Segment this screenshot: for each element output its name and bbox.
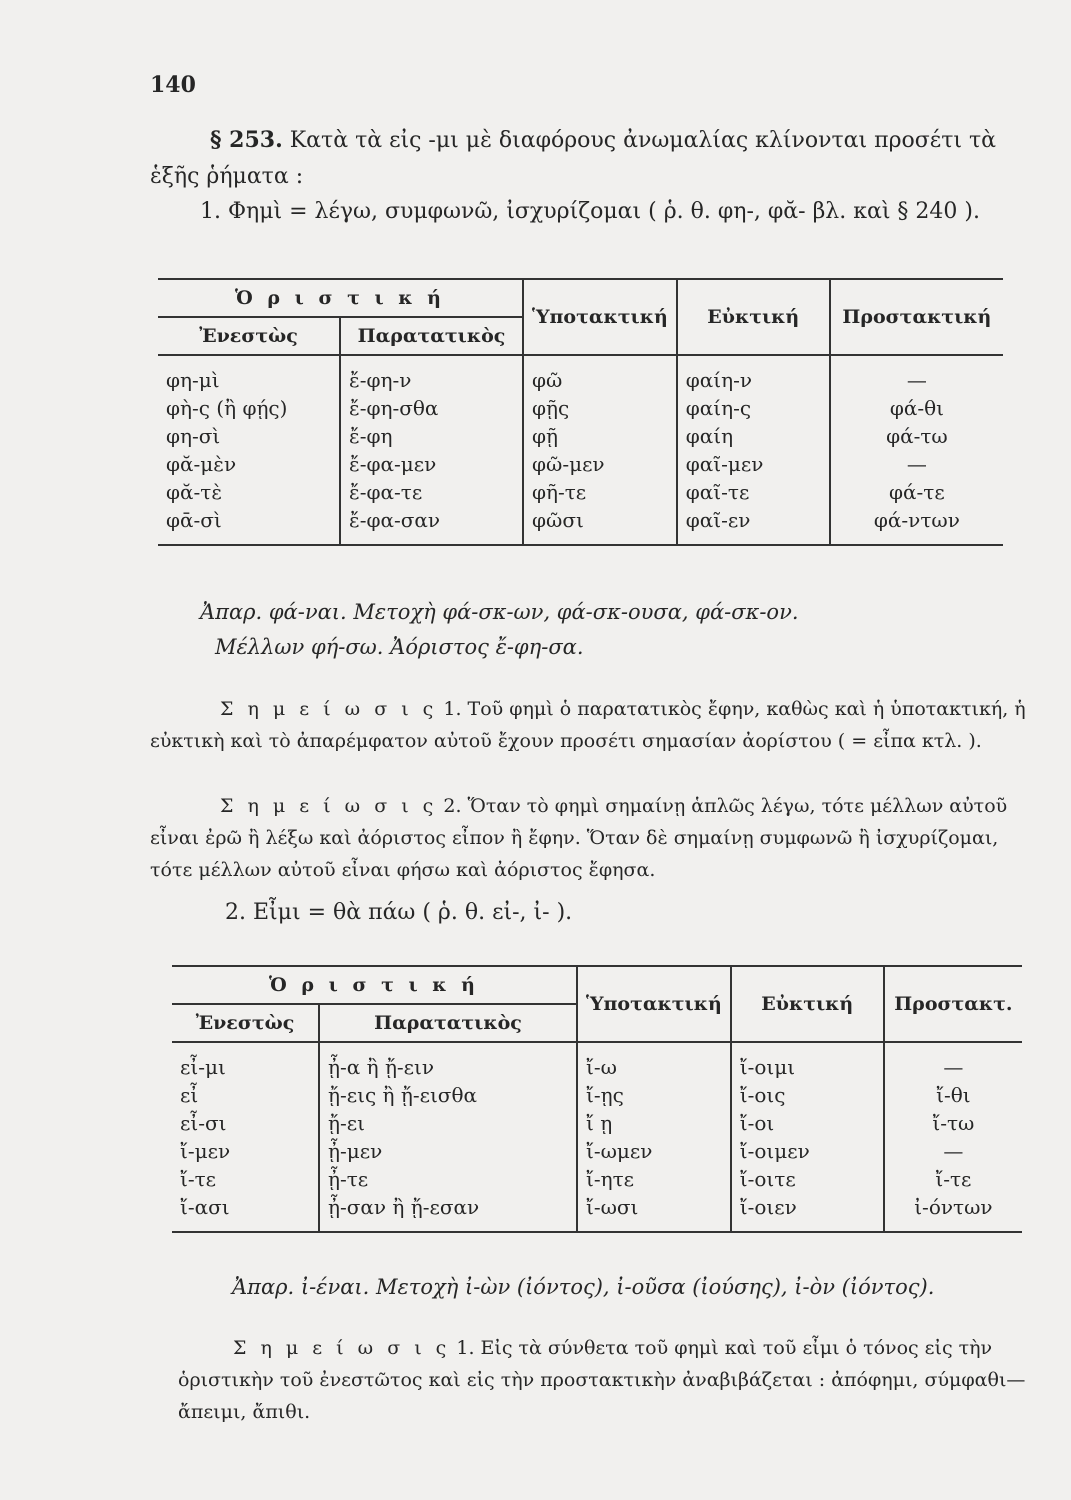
- table1-col-imperative: — φά-θι φά-τω — φά-τε φά-ντων: [830, 355, 1003, 545]
- table1-col-present: φη-μὶ φὴ-ς (ἢ φῄς) φη-σὶ φᾰ-μὲν φᾰ-τὲ φᾱ-σὶ: [158, 355, 340, 545]
- table1-col-imperfect: ἔ-φη-ν ἔ-φη-σθα ἔ-φη ἔ-φα-μεν ἔ-φα-τε ἔ-φα-σαν: [340, 355, 523, 545]
- conjugation-table-phemi: [158, 278, 1003, 546]
- table2-col-subjunctive: ἴ-ω ἴ-ῃς ἴ ῃ ἴ-ωμεν ἴ-ητε ἴ-ωσι: [577, 1042, 731, 1232]
- table1-header-subjunctive: Ὑποτακτική: [523, 279, 677, 355]
- table2-col-present: εἶ-μι εἶ εἶ-σι ἴ-μεν ἴ-τε ἴ-ασι: [172, 1042, 319, 1232]
- note2-label: Σ η μ ε ί ω σ ι ς: [220, 795, 438, 817]
- table-row: [158, 355, 1003, 545]
- note3-text: 1. Εἰς τὰ σύνθετα τοῦ φημὶ καὶ τοῦ εἶμι ὁ τόνος εἰς τὴν ὁριστικὴν τοῦ ἐνεστῶτος καὶ εἰς τὴν προστακτικὴν ἀναβιβάζεται : ἀπόφημι, σύμφαθι—ἄπειμι, ἄπιθι.: [178, 1337, 1026, 1423]
- table1-header-optative: Εὐκτική: [677, 279, 830, 355]
- note3-paragraph: [178, 1332, 1038, 1428]
- table2-col-imperative: — ἴ-θι ἴ-τω — ἴ-τε ἰ-όντων: [884, 1042, 1022, 1232]
- section-marker: § 253.: [210, 127, 283, 153]
- table2-header-imperative: Προστακτ.: [884, 966, 1022, 1042]
- note1-label: Σ η μ ε ί ω σ ι ς: [220, 698, 438, 720]
- forms1-line1: Ἀπαρ. φά-ναι. Μετοχὴ φά-σκ-ων, φά-σκ-ουσα, φά-σκ-ον.: [200, 600, 799, 624]
- table2-col-optative: ἴ-οιμι ἴ-οις ἴ-οι ἴ-οιμεν ἴ-οιτε ἴ-οιεν: [731, 1042, 884, 1232]
- table-row: [172, 1042, 1022, 1232]
- table1-header-imperfect: Παρατατικὸς: [340, 317, 523, 355]
- table2-col-imperfect: ᾖ-α ἢ ᾔ-ειν ᾔ-εις ἢ ᾔ-εισθα ᾔ-ει ᾖ-μεν ᾖ-τε ᾖ-σαν ἢ ᾔ-εσαν: [319, 1042, 577, 1232]
- note3-label: Σ η μ ε ί ω σ ι ς: [233, 1337, 451, 1359]
- note1-text: 1. Τοῦ φημὶ ὁ παρατατικὸς ἔφην, καθὼς καὶ ἡ ὑποτακτική, ἡ εὐκτικὴ καὶ τὸ ἀπαρέμφατον αὐτοῦ ἔχουν προσέτι σημασίαν ἀορίστου ( = εἶπα κτλ. ).: [150, 698, 1026, 752]
- forms2-line1: Ἀπαρ. ἰ-έναι. Μετοχὴ ἰ-ὼν (ἰόντος), ἰ-οῦσα (ἰούσης), ἰ-ὸν (ἰόντος).: [232, 1275, 935, 1299]
- forms1-line2: Μέλλων φή-σω. Ἀόριστος ἔ-φη-σα.: [215, 635, 584, 659]
- note1-paragraph: [150, 693, 1030, 757]
- table2-header-present: Ἐνεστὼς: [172, 1004, 319, 1042]
- section-paragraph: [150, 122, 1010, 195]
- table2-header-imperfect: Παρατατικὸς: [319, 1004, 577, 1042]
- table1-header-present: Ἐνεστὼς: [158, 317, 340, 355]
- table1-col-optative: φαίη-ν φαίη-ς φαίη φαῖ-μεν φαῖ-τε φαῖ-εν: [677, 355, 830, 545]
- item2-heading: 2. Εἶμι = θὰ πάω ( ῥ. θ. εἰ-, ἰ- ).: [225, 900, 573, 925]
- conjugation-table-eimi: [172, 965, 1022, 1233]
- table1-group-header: Ὁ ρ ι σ τ ι κ ή: [158, 279, 523, 317]
- table2-group-header: Ὁ ρ ι σ τ ι κ ή: [172, 966, 577, 1004]
- note2-paragraph: [150, 790, 1030, 886]
- table1-header-imperative: Προστακτική: [830, 279, 1003, 355]
- table2-header-subjunctive: Ὑποτακτική: [577, 966, 731, 1042]
- item1-heading: 1. Φημὶ = λέγω, συμφωνῶ, ἰσχυρίζομαι ( ῥ. θ. φη-, φᾰ- βλ. καὶ § 240 ).: [200, 199, 980, 224]
- table1-col-subjunctive: φῶ φῇς φῇ φῶ-μεν φῆ-τε φῶσι: [523, 355, 677, 545]
- section-intro: Κατὰ τὰ εἰς -μι μὲ διαφόρους ἀνωμαλίας κλίνονται προσέτι τὰ ἑξῆς ῥήματα :: [150, 128, 997, 189]
- table2-header-optative: Εὐκτική: [731, 966, 884, 1042]
- note2-text: 2. Ὅταν τὸ φημὶ σημαίνῃ ἁπλῶς λέγω, τότε μέλλων αὐτοῦ εἶναι ἐρῶ ἢ λέξω καὶ ἀόριστος εἶπον ἢ ἔφην. Ὅταν δὲ σημαίνῃ συμφωνῶ ἢ ἰσχυρίζομαι, τότε μέλλων αὐτοῦ εἶναι φήσω καὶ ἀόριστος ἔφησα.: [150, 795, 1008, 881]
- page-number: 140: [150, 72, 196, 98]
